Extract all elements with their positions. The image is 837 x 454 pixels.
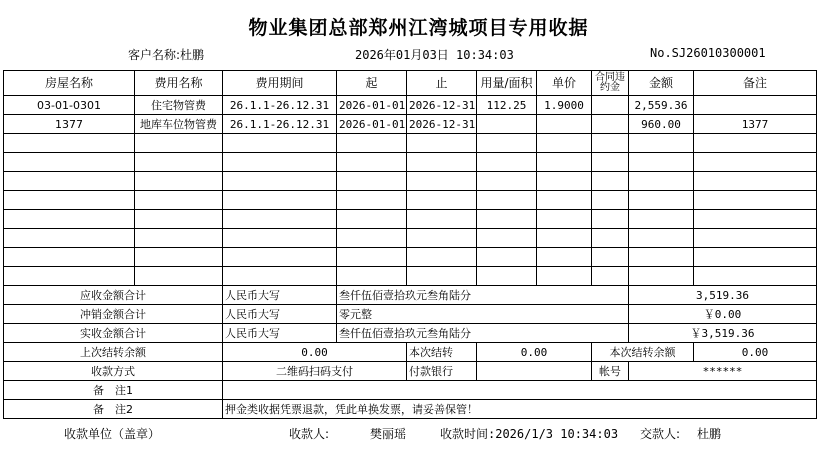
customer-name: 客户名称:杜鹏 bbox=[128, 48, 205, 62]
payment-row bbox=[4, 362, 817, 381]
cell-room: 1377 bbox=[4, 115, 135, 134]
actual-label: 实收金额合计 bbox=[4, 324, 223, 343]
cell-start: 2026-01-01 bbox=[337, 115, 407, 134]
payment-bank-value bbox=[477, 362, 592, 381]
empty-row bbox=[4, 134, 817, 153]
receipt-title: 物业集团总部郑州江湾城项目专用收据 bbox=[248, 17, 589, 39]
empty-row bbox=[4, 191, 817, 210]
balance-row bbox=[4, 343, 817, 362]
header-price: 单价 bbox=[537, 71, 592, 96]
empty-row bbox=[4, 267, 817, 286]
cell-room: 03-01-0301 bbox=[4, 96, 135, 115]
empty-row bbox=[4, 229, 817, 248]
header-start: 起 bbox=[337, 71, 407, 96]
offset-words: 零元整 bbox=[337, 305, 629, 324]
note2-label: 备 注2 bbox=[4, 400, 223, 419]
receipt-datetime: 2026年01月03日 10:34:03 bbox=[355, 48, 514, 62]
receivable-label: 应收金额合计 bbox=[4, 286, 223, 305]
cell-amount: 2,559.36 bbox=[629, 96, 694, 115]
cell-remark: 1377 bbox=[694, 115, 817, 134]
cell-fee-name: 地库车位物管费 bbox=[135, 115, 223, 134]
receivable-amount: 3,519.36 bbox=[629, 286, 817, 305]
empty-row bbox=[4, 172, 817, 191]
table-row bbox=[4, 115, 817, 134]
cell-period: 26.1.1-26.12.31 bbox=[223, 115, 337, 134]
cell-start: 2026-01-01 bbox=[337, 96, 407, 115]
cell-usage bbox=[477, 115, 537, 134]
receivable-row bbox=[4, 286, 817, 305]
cell-penalty bbox=[592, 115, 629, 134]
cell-end: 2026-12-31 bbox=[407, 115, 477, 134]
note2-row bbox=[4, 400, 817, 419]
actual-words: 叁仟伍佰壹拾玖元叁角陆分 bbox=[337, 324, 629, 343]
table-row bbox=[4, 96, 817, 115]
prev-balance-label: 上次结转余额 bbox=[4, 343, 223, 362]
header-room: 房屋名称 bbox=[4, 71, 135, 96]
receipt-number: No.SJ26010300001 bbox=[650, 46, 766, 60]
header-remark: 备注 bbox=[694, 71, 817, 96]
payer-name: 杜鹏 bbox=[697, 427, 722, 441]
note2-value: 押金类收据凭票退款，凭此单换发票，请妥善保管！ bbox=[223, 400, 817, 419]
empty-row bbox=[4, 210, 817, 229]
offset-amount: ￥0.00 bbox=[629, 305, 817, 324]
note1-value bbox=[223, 381, 817, 400]
payer-label: 交款人: bbox=[640, 427, 681, 441]
receiver-label: 收款人: bbox=[289, 427, 330, 441]
offset-label: 冲销金额合计 bbox=[4, 305, 223, 324]
note1-row bbox=[4, 381, 817, 400]
empty-row bbox=[4, 153, 817, 172]
receiver-name: 樊丽瑶 bbox=[370, 427, 407, 441]
header-amount: 金额 bbox=[629, 71, 694, 96]
payment-method-label: 收款方式 bbox=[4, 362, 223, 381]
cell-price bbox=[537, 115, 592, 134]
receivable-words: 叁仟伍佰壹拾玖元叁角陆分 bbox=[337, 286, 629, 305]
account-label: 帐号 bbox=[592, 362, 629, 381]
cell-price: 1.9000 bbox=[537, 96, 592, 115]
actual-row bbox=[4, 324, 817, 343]
header-row bbox=[4, 71, 817, 96]
payment-method-value: 二维码扫码支付 bbox=[223, 362, 407, 381]
payment-bank-label: 付款银行 bbox=[407, 362, 477, 381]
prev-balance-value: 0.00 bbox=[223, 343, 407, 362]
note1-label: 备 注1 bbox=[4, 381, 223, 400]
cell-end: 2026-12-31 bbox=[407, 96, 477, 115]
header-end: 止 bbox=[407, 71, 477, 96]
rmb-label: 人民币大写 bbox=[223, 324, 337, 343]
this-balance-value: 0.00 bbox=[694, 343, 817, 362]
this-transfer-label: 本次结转 bbox=[407, 343, 477, 362]
header-penalty: 合同违约金 bbox=[592, 71, 629, 96]
rmb-label: 人民币大写 bbox=[223, 305, 337, 324]
receipt-table bbox=[3, 70, 817, 419]
cell-period: 26.1.1-26.12.31 bbox=[223, 96, 337, 115]
header-usage: 用量/面积 bbox=[477, 71, 537, 96]
cell-penalty bbox=[592, 96, 629, 115]
this-balance-label: 本次结转余额 bbox=[592, 343, 694, 362]
this-transfer-value: 0.00 bbox=[477, 343, 592, 362]
header-period: 费用期间 bbox=[223, 71, 337, 96]
rmb-label: 人民币大写 bbox=[223, 286, 337, 305]
cell-remark bbox=[694, 96, 817, 115]
header-fee-name: 费用名称 bbox=[135, 71, 223, 96]
receive-time: 收款时间:2026/1/3 10:34:03 bbox=[440, 427, 619, 441]
empty-row bbox=[4, 248, 817, 267]
offset-row bbox=[4, 305, 817, 324]
account-value: ****** bbox=[629, 362, 817, 381]
actual-amount: ￥3,519.36 bbox=[629, 324, 817, 343]
cell-amount: 960.00 bbox=[629, 115, 694, 134]
cell-fee-name: 住宅物管费 bbox=[135, 96, 223, 115]
cell-usage: 112.25 bbox=[477, 96, 537, 115]
receiving-unit: 收款单位（盖章） bbox=[64, 427, 161, 441]
